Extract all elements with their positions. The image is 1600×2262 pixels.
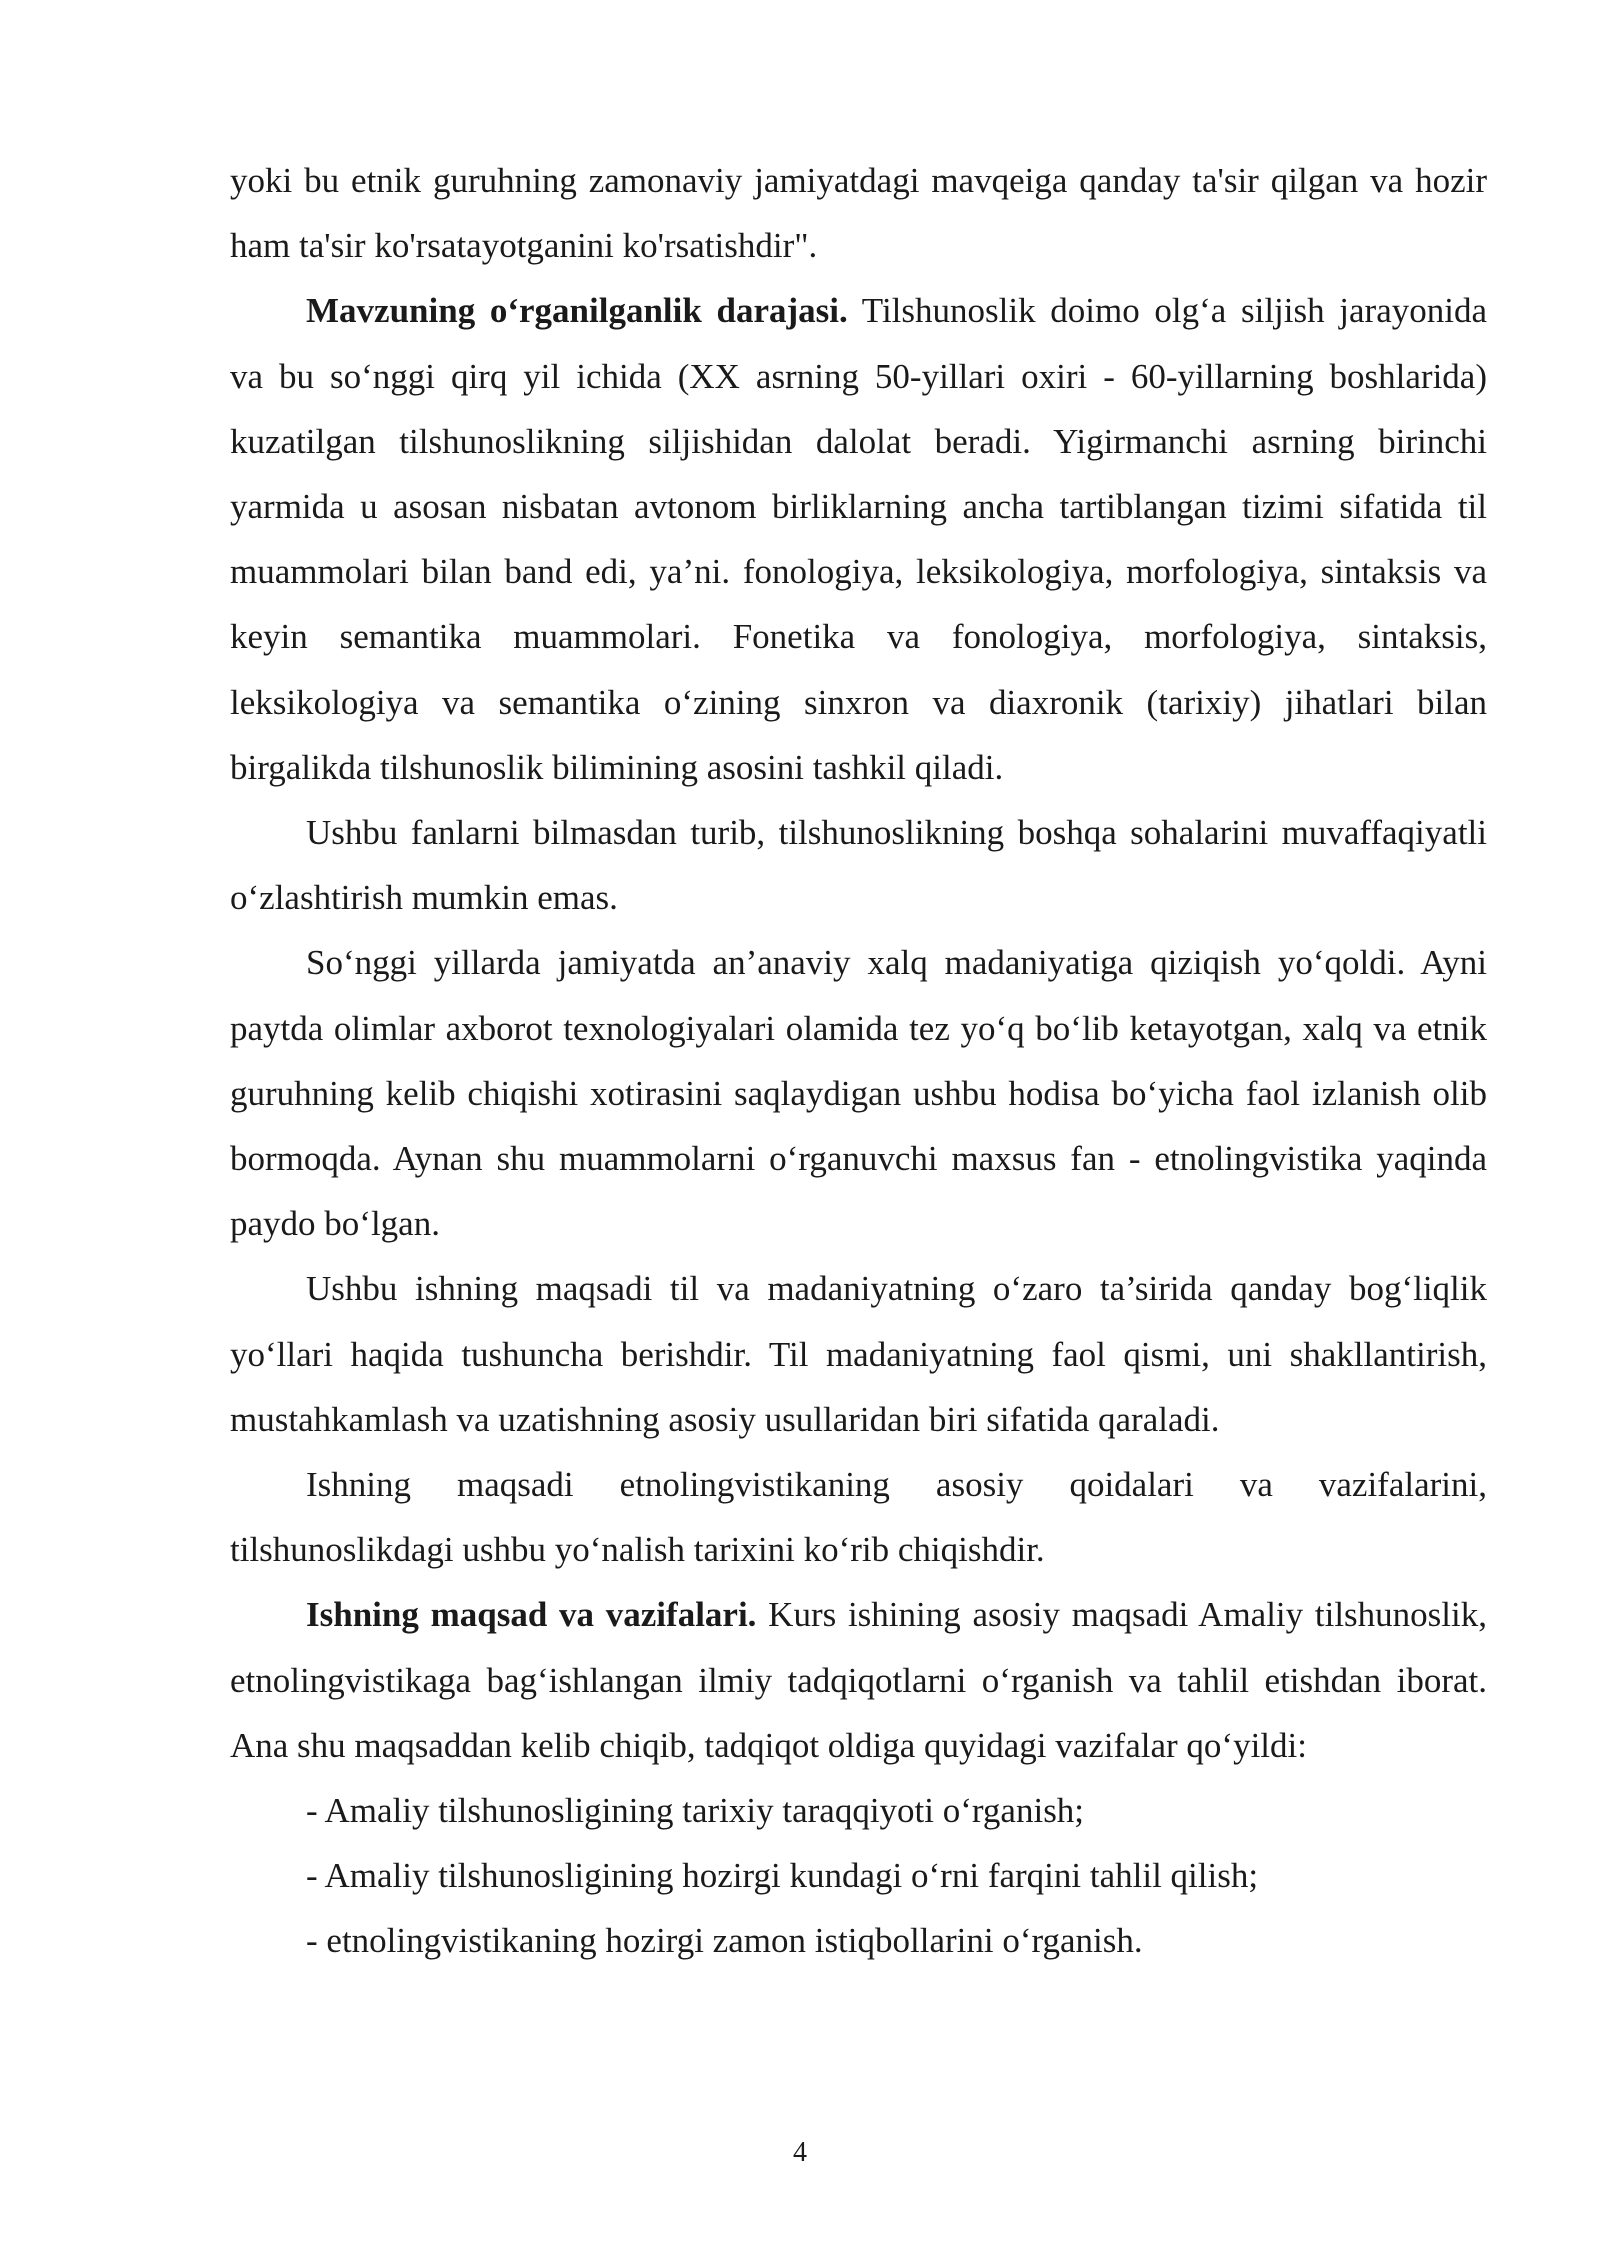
paragraph: [230, 800, 1487, 930]
paragraph: [230, 930, 1487, 1256]
paragraph-text: Ushbu ishning maqsadi til va madaniyatning o‘zaro ta’sirida qanday bog‘liqlik yo‘llari haqida tushuncha berishdir. Til madaniyatning faol qismi, uni shakllantirish, mustahkamlash va uzatishning asosiy usullaridan biri sifatida qaraladi.: [230, 1269, 1487, 1439]
paragraph: [230, 1452, 1487, 1582]
list-item: - Amaliy tilshunosligining hozirgi kundagi o‘rni farqini tahlil qilish;: [306, 1856, 1259, 1896]
list-item: - etnolingvistikaning hozirgi zamon istiqbollarini o‘rganish.: [306, 1921, 1143, 1961]
paragraph-text: yoki bu etnik guruhning zamonaviy jamiyatdagi mavqeiga qanday ta'sir qilgan va hozir ham ta'sir ko'rsatayotganini ko'rsatishdir".: [230, 161, 1487, 266]
body-text: [230, 148, 1487, 1974]
paragraph-text: So‘nggi yillarda jamiyatda an’anaviy xalq madaniyatiga qiziqish yo‘qoldi. Ayni paytda olimlar axborot texnologiyalari olamida tez yo‘q bo‘lib ketayotgan, xalq va etnik guruhning kelib chiqishi xotirasini saqlaydigan ushbu hodisa bo‘yicha faol izlanish olib bormoqda. Aynan shu muammolarni o‘rganuvchi maxsus fan - etnolingvistika yaqinda paydo bo‘lgan.: [230, 943, 1487, 1244]
paragraph: [230, 1582, 1487, 1778]
paragraph: [230, 1256, 1487, 1452]
paragraph-text: Ishning maqsadi etnolingvistikaning asosiy qoidalari va vazifalarini, tilshunoslikdagi ushbu yo‘nalish tarixini ko‘rib chiqishdir.: [230, 1465, 1487, 1570]
paragraph: [230, 148, 1487, 278]
paragraph-text: Tilshunoslik doimo olg‘a siljish jarayonida va bu so‘nggi qirq yil ichida (XX asrning 50-yillari oxiri - 60-yillarning boshlarida) kuzatilgan tilshunoslikning siljishidan dalolat beradi. Yigirmanchi asrning birinchi yarmida u asosan nisbatan avtonom birliklarning ancha tartiblangan tizimi sifatida til muammolari bilan band edi, ya’ni. fonologiya, leksikologiya, morfologiya, sintaksis va keyin semantika muammolari. Fonetika va fonologiya, morfologiya, sintaksis, leksikologiya va semantika o‘zining sinxron va diaxronik (tarixiy) jihatlari bilan birgalikda tilshunoslik bilimining asosini tashkil qiladi.: [230, 291, 1487, 787]
list-item: - Amaliy tilshunosligining tarixiy taraqqiyoti o‘rganish;: [306, 1791, 1085, 1831]
paragraph-text: Ushbu fanlarni bilmasdan turib, tilshunoslikning boshqa sohalarini muvaffaqiyatli o‘zlashtirish mumkin emas.: [230, 813, 1487, 918]
section-heading: Ishning maqsad va vazifalari.: [306, 1595, 757, 1635]
paragraph-text: Kurs ishining asosiy maqsadi Amaliy tilshunoslik, etnolingvistikaga bag‘ishlangan ilmiy tadqiqotlarni o‘rganish va tahlil etishdan iborat. Ana shu maqsaddan kelib chiqib, tadqiqot oldiga quyidagi vazifalar qo‘yildi:: [230, 1595, 1488, 1765]
paragraph: [230, 278, 1487, 800]
section-heading: Mavzuning o‘rganilganlik darajasi.: [306, 291, 848, 331]
page-number: 4: [793, 2137, 807, 2168]
